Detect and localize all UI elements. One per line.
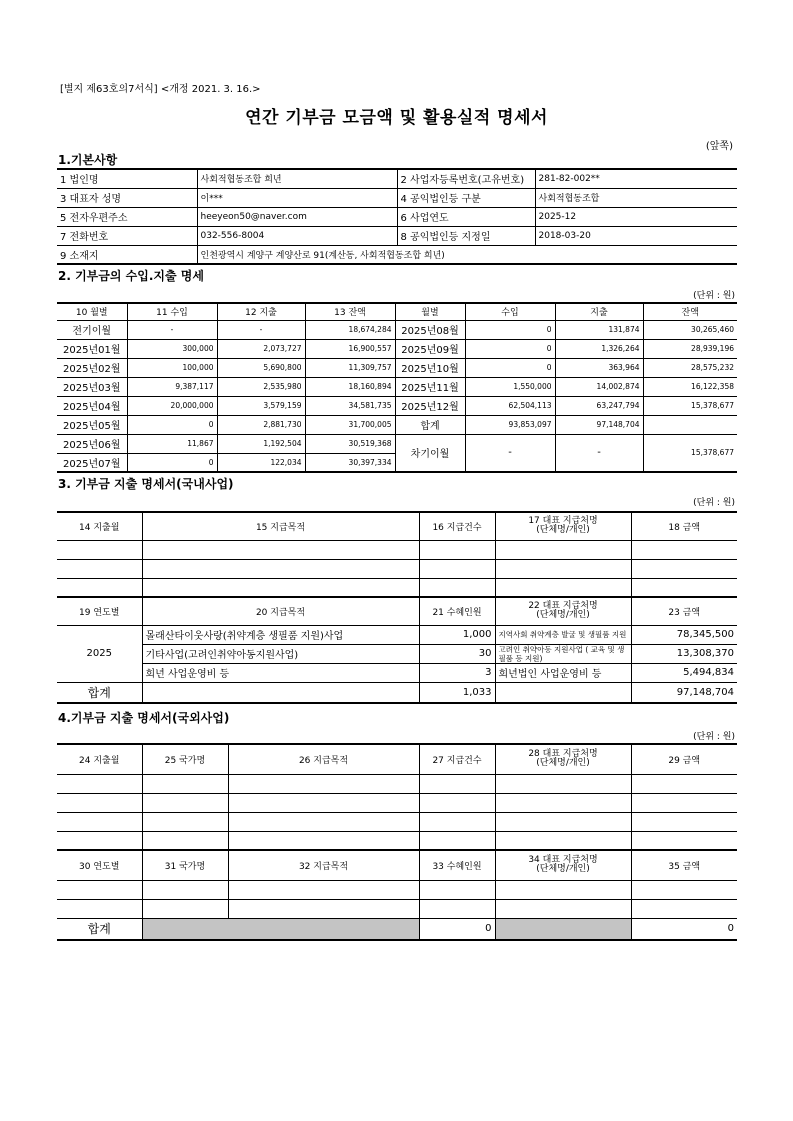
front-side-label: (앞쪽) <box>705 141 733 152</box>
month-value: 14,002,874 <box>555 377 643 396</box>
domestic-total-label: 합계 <box>57 682 142 703</box>
month-value: 363,964 <box>555 358 643 377</box>
month-value: 15,378,677 <box>643 396 737 415</box>
address-label: 9 소재지 <box>57 245 197 264</box>
overseas-total-shaded <box>495 918 631 940</box>
month-value: 30,519,368 <box>305 434 395 453</box>
month-value: 1,550,000 <box>465 377 555 396</box>
carry-next-value: - <box>465 434 555 472</box>
month-value: 18,674,284 <box>305 320 395 339</box>
month-value: 0 <box>465 358 555 377</box>
month-label: 2025년04월 <box>57 396 127 415</box>
domestic-col-purpose-b: 20 지급목적 <box>142 597 419 625</box>
month-value: 0 <box>465 339 555 358</box>
month-value: 34,581,735 <box>305 396 395 415</box>
overseas-col-month: 24 지출월 <box>57 744 142 774</box>
month-value: 28,939,196 <box>643 339 737 358</box>
monthly-col-header: 월별 <box>395 303 465 320</box>
basic-value: heeyeon50@naver.com <box>197 207 397 226</box>
domestic-purpose: 기타사업(고려인취약아동지원사업) <box>142 644 419 663</box>
month-label: 2025년11월 <box>395 377 465 396</box>
monthly-col-header: 지출 <box>555 303 643 320</box>
month-label: 2025년08월 <box>395 320 465 339</box>
table-row <box>57 396 737 415</box>
table-row <box>57 415 737 434</box>
monthly-unit-label: (단위 : 원) <box>693 291 735 301</box>
month-value: 2,881,730 <box>217 415 305 434</box>
domestic-amount: 5,494,834 <box>631 663 737 682</box>
domestic-total-count: 1,033 <box>419 682 495 703</box>
month-label: 2025년03월 <box>57 377 127 396</box>
basic-value: 2025-12 <box>535 207 737 226</box>
month-value: 0 <box>127 453 217 472</box>
address-value: 인천광역시 계양구 계양산로 91(계산동, 사회적협동조합 희년) <box>197 245 737 264</box>
month-label: 2025년01월 <box>57 339 127 358</box>
month-value: 16,122,358 <box>643 377 737 396</box>
page-title: 연간 기부금 모금액 및 활용실적 명세서 <box>245 108 548 128</box>
table-row <box>57 207 737 226</box>
month-value: 18,160,894 <box>305 377 395 396</box>
domestic-purpose: 희년 사업운영비 등 <box>142 663 419 682</box>
month-value: 31,700,005 <box>305 415 395 434</box>
month-value: 5,690,800 <box>217 358 305 377</box>
month-value: 300,000 <box>127 339 217 358</box>
monthly-col-header: 12 지출 <box>217 303 305 320</box>
month-value: 3,579,159 <box>217 396 305 415</box>
table-row <box>57 540 737 559</box>
basic-label: 5 전자우편주소 <box>57 207 197 226</box>
month-value: 97,148,704 <box>555 415 643 434</box>
basic-value: 281-82-002** <box>535 169 737 188</box>
table-row <box>57 831 737 850</box>
month-label: 2025년06월 <box>57 434 127 453</box>
table-row <box>57 377 737 396</box>
table-row <box>57 899 737 918</box>
form-note: [별지 제63호의7서식] <개정 2021. 3. 16.> <box>60 84 261 95</box>
table-row <box>57 434 737 453</box>
month-value: 93,853,097 <box>465 415 555 434</box>
month-label: 2025년07월 <box>57 453 127 472</box>
month-value: 16,900,557 <box>305 339 395 358</box>
table-row <box>57 226 737 245</box>
month-value: 30,265,460 <box>643 320 737 339</box>
overseas-col-country: 25 국가명 <box>142 744 228 774</box>
basic-value: 이*** <box>197 188 397 207</box>
domestic-col-year: 19 연도별 <box>57 597 142 625</box>
domestic-col-count: 16 지급건수 <box>419 512 495 540</box>
domestic-table <box>57 511 737 704</box>
domestic-recipient: 희년법인 사업운영비 등 <box>495 663 631 682</box>
domestic-total-amount: 97,148,704 <box>631 682 737 703</box>
month-value: 122,034 <box>217 453 305 472</box>
month-label: 2025년10월 <box>395 358 465 377</box>
table-row <box>57 339 737 358</box>
table-row <box>57 559 737 578</box>
month-value: 1,192,504 <box>217 434 305 453</box>
month-value: - <box>127 320 217 339</box>
domestic-col-purpose: 15 지급목적 <box>142 512 419 540</box>
overseas-col-recipient: 28 대표 지급처명 (단체명/개인) <box>495 744 631 774</box>
overseas-section-title: 4.기부금 지출 명세서(국외사업) <box>58 711 230 725</box>
domestic-beneficiaries: 1,000 <box>419 625 495 644</box>
month-value: 1,326,264 <box>555 339 643 358</box>
overseas-col-amount: 29 금액 <box>631 744 737 774</box>
basic-value: 사회적협동조합 <box>535 188 737 207</box>
domestic-recipient: 고려인 취약아동 지원사업 ( 교육 및 생필품 등 지원) <box>495 644 631 663</box>
basic-info-table <box>57 168 737 265</box>
month-value: 28,575,232 <box>643 358 737 377</box>
monthly-section-title: 2. 기부금의 수입.지출 명세 <box>58 269 204 283</box>
basic-value: 032-556-8004 <box>197 226 397 245</box>
table-row <box>57 578 737 597</box>
basic-label: 7 전화번호 <box>57 226 197 245</box>
domestic-col-month: 14 지출월 <box>57 512 142 540</box>
domestic-amount: 13,308,370 <box>631 644 737 663</box>
month-value: 131,874 <box>555 320 643 339</box>
table-row <box>57 774 737 793</box>
basic-label: 3 대표자 성명 <box>57 188 197 207</box>
carry-next-label: 차기이월 <box>395 434 465 472</box>
month-value: 100,000 <box>127 358 217 377</box>
carry-next-value: - <box>555 434 643 472</box>
overseas-total-amount: 0 <box>631 918 737 940</box>
month-value: 9,387,117 <box>127 377 217 396</box>
overseas-col-count: 27 지급건수 <box>419 744 495 774</box>
month-value: 2,535,980 <box>217 377 305 396</box>
monthly-col-header: 10 월별 <box>57 303 127 320</box>
basic-label: 8 공익법인등 지정일 <box>397 226 535 245</box>
domestic-col-recipient-b: 22 대표 지급처명 (단체명/개인) <box>495 597 631 625</box>
domestic-year: 2025 <box>57 625 142 682</box>
month-value <box>643 415 737 434</box>
monthly-table <box>57 302 737 473</box>
overseas-col-amount-b: 35 금액 <box>631 850 737 880</box>
month-value: 0 <box>465 320 555 339</box>
overseas-col-purpose: 26 지급목적 <box>228 744 419 774</box>
monthly-col-header: 11 수입 <box>127 303 217 320</box>
domestic-beneficiaries: 3 <box>419 663 495 682</box>
table-row <box>57 320 737 339</box>
basic-label: 6 사업연도 <box>397 207 535 226</box>
overseas-col-beneficiaries: 33 수혜인원 <box>419 850 495 880</box>
overseas-col-year: 30 연도별 <box>57 850 142 880</box>
monthly-col-header: 13 잔액 <box>305 303 395 320</box>
domestic-col-amount: 18 금액 <box>631 512 737 540</box>
overseas-col-recipient-b: 34 대표 지급처명 (단체명/개인) <box>495 850 631 880</box>
domestic-col-beneficiaries: 21 수혜인원 <box>419 597 495 625</box>
domestic-section-title: 3. 기부금 지출 명세서(국내사업) <box>58 477 234 491</box>
month-value: 0 <box>127 415 217 434</box>
month-value: 2,073,727 <box>217 339 305 358</box>
overseas-col-purpose-b: 32 지급목적 <box>228 850 419 880</box>
overseas-total-shaded <box>142 918 419 940</box>
monthly-col-header: 잔액 <box>643 303 737 320</box>
basic-value: 사회적협동조합 희년 <box>197 169 397 188</box>
domestic-col-recipient: 17 대표 지급처명 (단체명/개인) <box>495 512 631 540</box>
domestic-amount: 78,345,500 <box>631 625 737 644</box>
month-label: 전기이월 <box>57 320 127 339</box>
monthly-col-header: 수입 <box>465 303 555 320</box>
domestic-beneficiaries: 30 <box>419 644 495 663</box>
month-value: 62,504,113 <box>465 396 555 415</box>
domestic-col-amount-b: 23 금액 <box>631 597 737 625</box>
carry-next-value: 15,378,677 <box>643 434 737 472</box>
overseas-total-count: 0 <box>419 918 495 940</box>
basic-label: 2 사업자등록번호(고유번호) <box>397 169 535 188</box>
table-row <box>57 793 737 812</box>
month-value: - <box>217 320 305 339</box>
basic-section-title: 1.기본사항 <box>58 153 118 167</box>
month-value: 30,397,334 <box>305 453 395 472</box>
table-row <box>57 880 737 899</box>
month-label: 합계 <box>395 415 465 434</box>
basic-label: 1 법인명 <box>57 169 197 188</box>
table-row <box>57 169 737 188</box>
basic-value: 2018-03-20 <box>535 226 737 245</box>
domestic-unit-label: (단위 : 원) <box>693 498 735 508</box>
overseas-table <box>57 743 737 941</box>
month-label: 2025년12월 <box>395 396 465 415</box>
month-label: 2025년05월 <box>57 415 127 434</box>
month-value: 63,247,794 <box>555 396 643 415</box>
overseas-col-country-b: 31 국가명 <box>142 850 228 880</box>
table-row <box>57 812 737 831</box>
overseas-unit-label: (단위 : 원) <box>693 732 735 742</box>
basic-label: 4 공익법인등 구분 <box>397 188 535 207</box>
month-label: 2025년02월 <box>57 358 127 377</box>
month-value: 11,309,757 <box>305 358 395 377</box>
month-label: 2025년09월 <box>395 339 465 358</box>
table-row <box>57 358 737 377</box>
domestic-purpose: 몰래산타이웃사랑(취약계층 생필품 지원)사업 <box>142 625 419 644</box>
month-value: 20,000,000 <box>127 396 217 415</box>
table-row <box>57 188 737 207</box>
overseas-total-label: 합계 <box>57 918 142 940</box>
month-value: 11,867 <box>127 434 217 453</box>
domestic-recipient: 지역사회 취약계층 발굴 및 생필품 지원 <box>495 625 631 644</box>
